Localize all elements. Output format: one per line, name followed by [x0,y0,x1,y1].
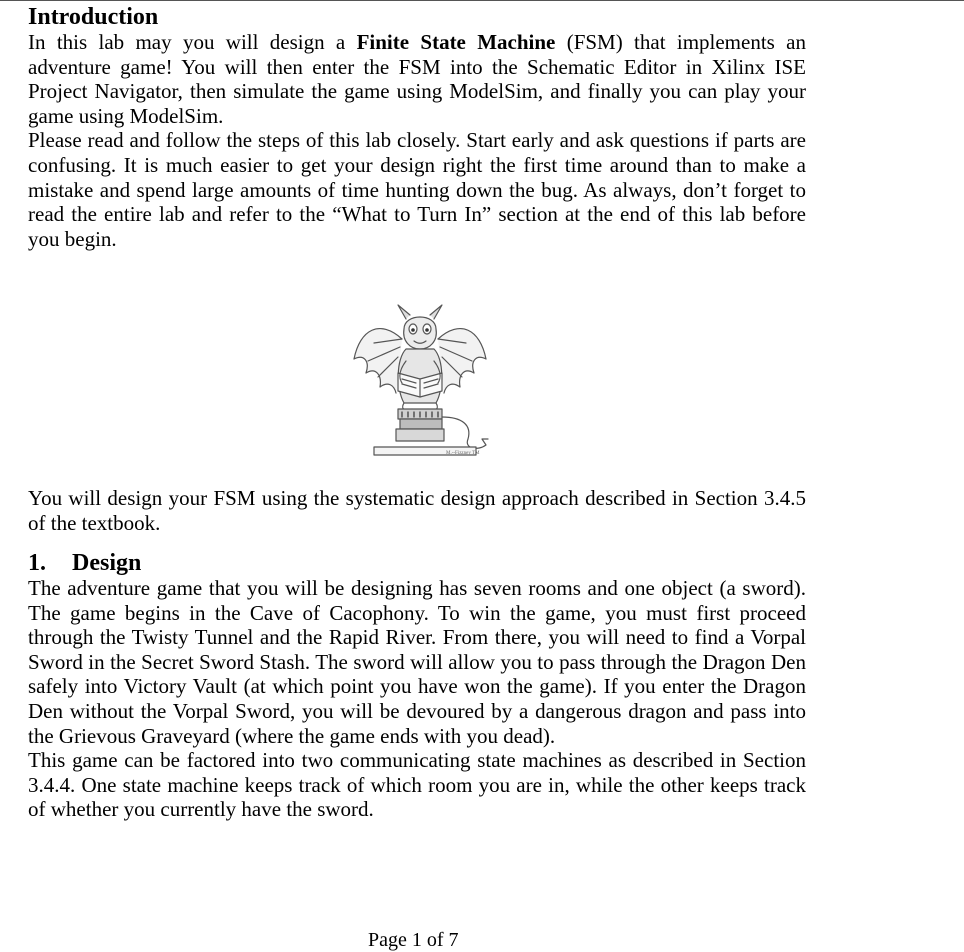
intro-paragraph-1 [28,30,806,128]
document-page [28,0,806,822]
design-section-number: 1. [28,550,46,576]
dragon-illustration-icon [350,299,490,461]
illustration-signature: M.--Fizzney TM [446,451,480,456]
intro-p1-text-a: In this lab may you will design a [28,30,357,54]
intro-heading: Introduction [28,4,159,30]
design-heading-text: Design [72,550,142,576]
page-number-footer: Page 1 of 7 [368,929,459,951]
design-heading [28,550,806,576]
intro-p1-text-b: (FSM) that implements an adventure game! You will then enter the FSM into the Schematic Editor in Xilinx ISE Project Navigator, then simulate the game using ModelSim, and finally you can play your game using ModelSim. [28,30,806,128]
design-paragraph-1: The adventure game that you will be designing has seven rooms and one object (a sword). The game begins in the Cave of Cacophony. To win the game, you must first proceed through the Twisty Tunnel and the Rapid River. From there, you will need to find a Vorpal Sword in the Secret Sword Stash. The sword will allow you to pass through the Dragon Den safely into Victory Vault (at which point you have won the game). If you enter the Dragon Den without the Vorpal Sword, you will be devoured by a dangerous dragon and pass into the Grievous Graveyard (where the game ends with you dead). [28,576,806,748]
design-paragraph-2: This game can be factored into two communicating state machines as described in Section 3.4.4. One state machine keeps track of which room you are in, while the other keeps track of whether you currently have the sword. [28,748,806,822]
intro-paragraph-2: Please read and follow the steps of this lab closely. Start early and ask questions if parts are confusing. It is much easier to get your design right the first time around than to make a mistake and spend large amounts of time hunting down the bug. As always, don’t forget to read the entire lab and refer to the “What to Turn In” section at the end of this lab before you begin. [28,128,806,251]
design-approach-paragraph: You will design your FSM using the systematic design approach described in Section 3.4.5 of the textbook. [28,486,806,535]
intro-p1-bold-term: Finite State Machine [356,30,556,54]
design-section [28,546,806,822]
